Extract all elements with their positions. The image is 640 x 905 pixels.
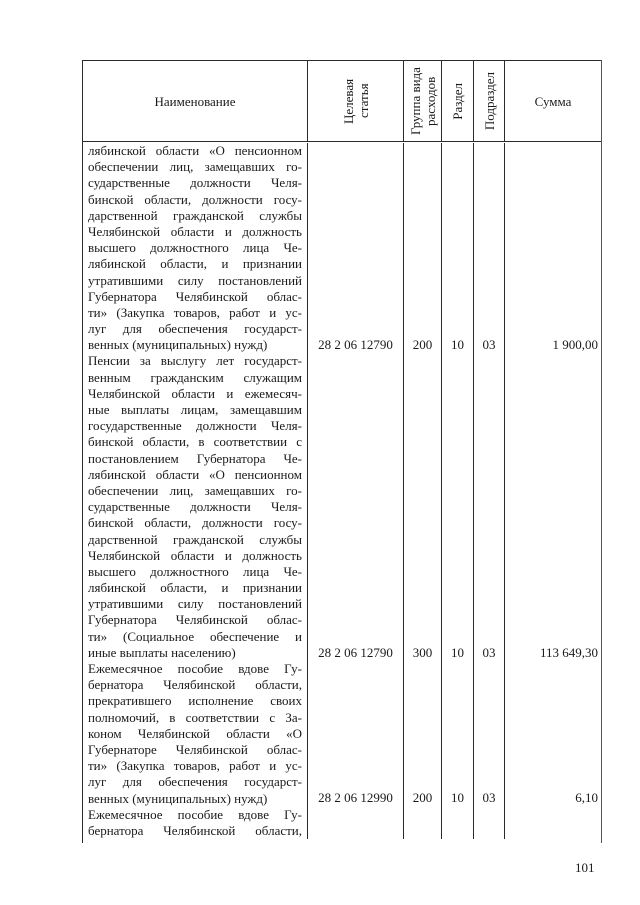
header-group-label: Группа вида расходов xyxy=(407,67,438,135)
name-line: высшего должностного лица Че- xyxy=(88,240,302,256)
subsection-cell-value: 03 xyxy=(482,337,496,353)
subsection-cell xyxy=(473,143,504,353)
sum-cell xyxy=(504,353,601,661)
header-target xyxy=(307,61,403,141)
sum-cell-value: 113 649,30 xyxy=(539,644,598,660)
sum-cell-value: 6,10 xyxy=(575,790,598,806)
name-line: ти» (Социальное обеспечение и xyxy=(88,628,302,644)
name-line: ти» (Закупка товаров, работ и ус- xyxy=(88,304,302,320)
group-cell-value: 200 xyxy=(412,790,433,806)
section-cell xyxy=(441,807,473,839)
name-line: коном Челябинской области «О xyxy=(88,725,302,741)
name-line: лябинской области, и признании xyxy=(88,580,302,596)
budget-table xyxy=(82,60,602,843)
sum-cell xyxy=(504,143,601,353)
name-line: высшего должностного лица Че- xyxy=(88,563,302,579)
name-line: луг для обеспечения государст- xyxy=(88,774,302,790)
name-line: лябинской области, и признании xyxy=(88,256,302,272)
header-section xyxy=(441,61,473,141)
target-cell xyxy=(307,661,403,807)
name-line: утратившими силу постановлений xyxy=(88,596,302,612)
name-line: венных (муниципальных) нужд) xyxy=(88,337,268,353)
name-line: Губернаторе Челябинской облас- xyxy=(88,741,302,757)
group-cell xyxy=(403,143,441,353)
group-cell xyxy=(403,661,441,807)
name-line: постановлением Губернатора Че- xyxy=(88,450,302,466)
name-line: Пенсии за выслугу лет государст- xyxy=(88,353,302,369)
header-subsection xyxy=(473,61,504,141)
subsection-cell-value: 03 xyxy=(482,790,496,806)
name-line: бернатора Челябинской области, xyxy=(88,677,302,693)
name-cell xyxy=(83,661,307,807)
name-line: Губернатора Челябинской облас- xyxy=(88,612,302,628)
name-line: венных (муниципальных) нужд) xyxy=(88,790,268,806)
name-line: бинской области, должности госу- xyxy=(88,515,302,531)
name-line: Челябинской области и должность xyxy=(88,547,302,563)
header-name xyxy=(83,61,307,141)
header-subsection-label: Подраздел xyxy=(481,71,497,131)
name-line: дарственной гражданской службы xyxy=(88,531,302,547)
name-line: венным гражданским служащим xyxy=(88,369,302,385)
group-cell-value: 300 xyxy=(412,644,433,660)
name-line: государственные должности Челя- xyxy=(88,418,302,434)
sum-cell-value: 1 900,00 xyxy=(552,337,598,353)
name-line: обеспечении лиц, замещавших го- xyxy=(88,482,302,498)
table-row xyxy=(83,807,601,839)
name-line: Челябинской области и должность xyxy=(88,223,302,239)
name-line: сударственные должности Челя- xyxy=(88,499,302,515)
name-line: бернатора Челябинской области, xyxy=(88,822,302,838)
target-cell xyxy=(307,807,403,839)
target-cell-value: 28 2 06 12790 xyxy=(318,644,393,660)
table-row xyxy=(83,143,601,353)
name-line: дарственной гражданской службы xyxy=(88,207,302,223)
name-line: прекратившего исполнение своих xyxy=(88,693,302,709)
subsection-cell xyxy=(473,661,504,807)
table-row xyxy=(83,353,601,661)
name-cell xyxy=(83,353,307,661)
name-line: утратившими силу постановлений xyxy=(88,272,302,288)
table-row xyxy=(83,661,601,807)
page-number: 101 xyxy=(575,860,595,875)
target-cell xyxy=(307,143,403,353)
name-line: Челябинской области и ежемесяч- xyxy=(88,385,302,401)
name-line: Ежемесячное пособие вдове Гу- xyxy=(88,661,302,676)
sum-cell xyxy=(504,661,601,807)
name-line: бинской области, должности госу- xyxy=(88,191,302,207)
section-cell-value: 10 xyxy=(451,337,464,353)
header-target-label: Целевая статья xyxy=(340,78,371,124)
table-header xyxy=(83,60,601,142)
name-line: Губернатора Челябинской облас- xyxy=(88,288,302,304)
group-cell-value: 200 xyxy=(412,337,433,353)
section-cell xyxy=(441,661,473,807)
header-section-label: Раздел xyxy=(450,82,465,120)
target-cell xyxy=(307,353,403,661)
name-line: лябинской области «О пенсионном xyxy=(88,143,302,158)
name-line: Ежемесячное пособие вдове Гу- xyxy=(88,806,302,822)
header-name-label: Наименование xyxy=(154,93,236,109)
section-cell xyxy=(441,143,473,353)
name-line: лябинской области «О пенсионном xyxy=(88,466,302,482)
subsection-cell xyxy=(473,807,504,839)
subsection-cell xyxy=(473,353,504,661)
header-group xyxy=(403,61,441,141)
name-line: ти» (Закупка товаров, работ и ус- xyxy=(88,758,302,774)
section-cell-value: 10 xyxy=(451,644,464,660)
section-cell-value: 10 xyxy=(451,790,464,806)
subsection-cell-value: 03 xyxy=(482,644,496,660)
name-line: ные выплаты лицам, замещавшим xyxy=(88,402,302,417)
name-cell xyxy=(83,143,307,353)
name-cell xyxy=(83,807,307,839)
target-cell-value: 28 2 06 12990 xyxy=(318,790,393,806)
header-sum xyxy=(504,61,601,141)
table-body xyxy=(83,142,601,839)
name-line: сударственные должности Челя- xyxy=(88,175,302,191)
name-line: луг для обеспечения государст- xyxy=(88,321,302,337)
name-line: бинской области, в соответствии с xyxy=(88,434,302,450)
header-sum-label: Сумма xyxy=(534,93,572,109)
target-cell-value: 28 2 06 12790 xyxy=(318,337,393,353)
group-cell xyxy=(403,807,441,839)
name-line: полномочий, в соответствии с За- xyxy=(88,709,302,725)
name-line: иные выплаты населению) xyxy=(88,644,236,660)
group-cell xyxy=(403,353,441,661)
sum-cell xyxy=(504,807,601,839)
section-cell xyxy=(441,353,473,661)
name-line: обеспечении лиц, замещавших го- xyxy=(88,159,302,175)
